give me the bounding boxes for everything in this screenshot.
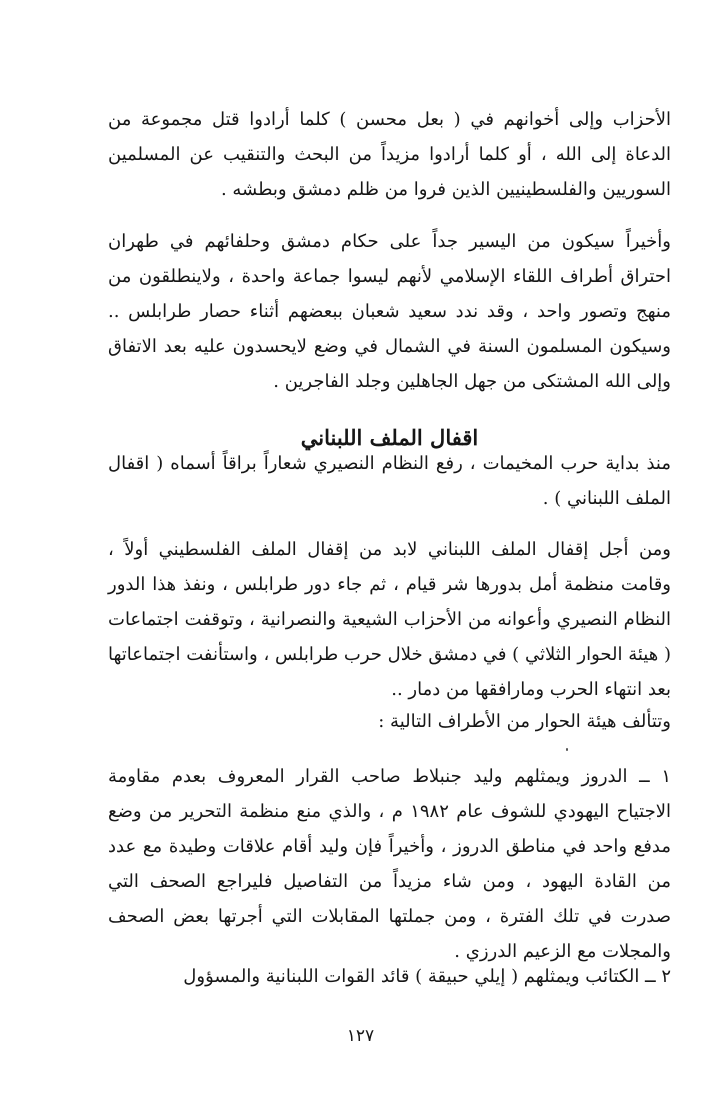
paragraph-6: ١ ــ الدروز ويمثلهم وليد جنبلاط صاحب القرار المعروف بعدم مقاومة الاجتياح اليهودي للشوف عام ١٩٨٢ م ، والذي منع منظمة التحرير من وضع مدفع واحد في مناطق الدروز ، وأخيراً فإن وليد أقام علاقات وطيدة مع عدد من القادة اليهود ، ومن شاء مزيداً من التفاصيل فليراجع الصحف التي صدرت في تلك الفترة ، ومن جملتها المقابلات التي أجرتها بعض الصحف والمجلات مع الزعيم الدرزي . xyxy=(108,766,671,962)
paragraph-4: ومن أجل إقفال الملف اللبناني لابد من إقفال الملف الفلسطيني أولاً ، وقامت منظمة أمل بدورها شر قيام ، ثم جاء دور طرابلس ، ونفذ هذا الدور النظام النصيري وأعوانه من الأحزاب الشيعية والنصرانية ، وتوقفت اجتماعات ( هيئة الحوار الثلاثي ) في دمشق خلال حرب طرابلس ، واستأنفت اجتماعاتها بعد انتهاء الحرب ومارافقها من دمار .. xyxy=(108,539,671,700)
page-number: ١٢٧ xyxy=(346,1026,375,1046)
paragraph-7: ٢ ــ الكتائب ويمثلهم ( إيلي حبيقة ) قائد القوات اللبنانية والمسؤول xyxy=(183,966,671,987)
ink-speck xyxy=(566,748,568,751)
paragraph-5: وتتألف هيئة الحوار من الأطراف التالية : xyxy=(378,711,671,732)
section-heading: اقفال الملف اللبناني xyxy=(300,425,479,450)
paragraph-3: منذ بداية حرب المخيمات ، رفع النظام النصيري شعاراً براقاً أسماه ( اقفال الملف اللبناني ) . xyxy=(108,453,671,509)
paragraph-1: الأحزاب وإلى أخوانهم في ( بعل محسن ) كلما أرادوا قتل مجموعة من الدعاة إلى الله ، أو كلما أرادوا مزيداً من البحث والتنقيب عن المسلمين السوريين والفلسطينيين الذين فروا من ظلم دمشق وبطشه . xyxy=(108,109,671,200)
paragraph-2: وأخيراً سيكون من اليسير جداً على حكام دمشق وحلفائهم في طهران احتراق أطراف اللقاء الإسلامي لأنهم ليسوا جماعة واحدة ، ولاينطلقون من منهج وتصور واحد ، وقد ندد سعيد شعبان ببعضهم أثناء حصار طرابلس .. وسيكون المسلمون السنة في الشمال في وضع لايحسدون عليه بعد الاتفاق وإلى الله المشتكى من جهل الجاهلين وجلد الفاجرين . xyxy=(108,231,672,392)
